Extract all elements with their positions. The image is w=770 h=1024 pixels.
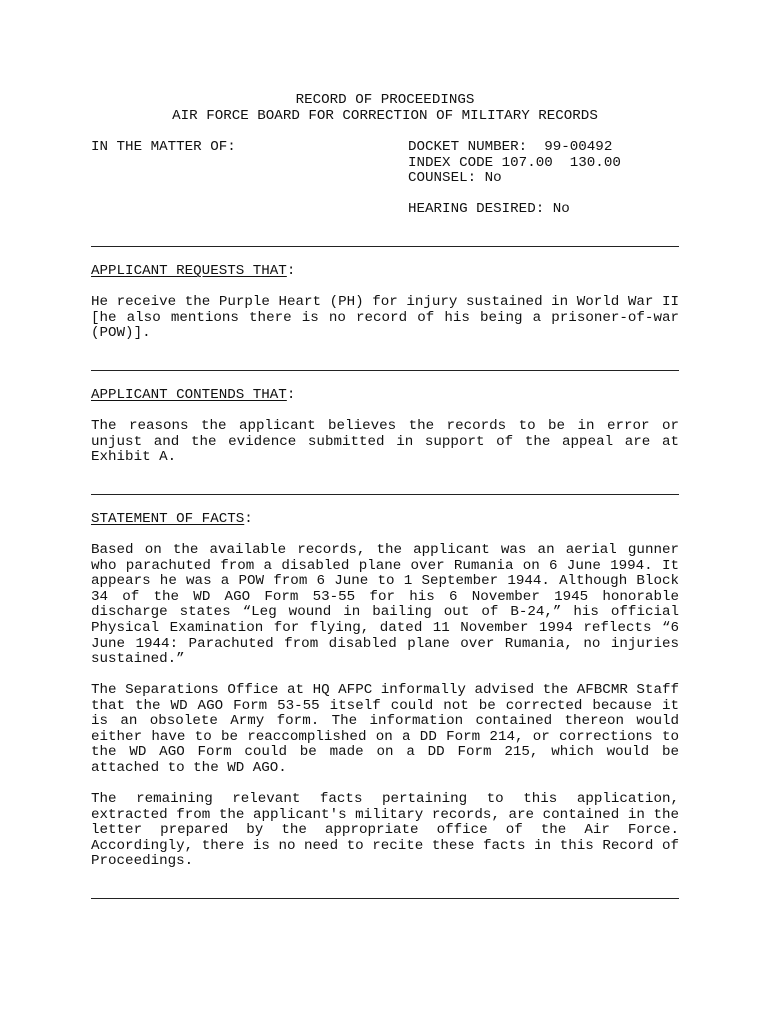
requests-heading-colon: : xyxy=(286,263,296,279)
facts-heading xyxy=(91,512,253,528)
requests-body: He receive the Purple Heart (PH) for injury sustained in World War II [he also mentions there is no record of his being a prisoner-of-war (POW)]. xyxy=(91,294,679,342)
docket-number: DOCKET NUMBER: 99-00492 xyxy=(408,139,613,155)
document-title: RECORD OF PROCEEDINGS xyxy=(295,92,475,108)
contends-heading-colon: : xyxy=(286,387,296,403)
matter-label: IN THE MATTER OF: xyxy=(91,139,236,155)
facts-paragraph-3: The remaining relevant facts pertaining to this application, extracted from the applicant's military records, are contained in the letter prepared by the appropriate office of the Air Force. Accordingly, there is no need to recite these facts in this Record of Proceedings. xyxy=(91,791,679,870)
hearing-desired: HEARING DESIRED: No xyxy=(408,201,570,217)
section-divider xyxy=(91,898,679,899)
contends-body: The reasons the applicant believes the records to be in error or unjust and the evidence submitted in support of the appeal are at Exhibit A. xyxy=(91,418,679,466)
counsel: COUNSEL: No xyxy=(408,170,502,186)
index-code: INDEX CODE 107.00 130.00 xyxy=(408,155,621,171)
requests-heading-text: APPLICANT REQUESTS THAT xyxy=(91,263,287,279)
facts-heading-text: STATEMENT OF FACTS xyxy=(91,511,245,527)
facts-paragraph-1: Based on the available records, the applicant was an aerial gunner who parachuted from a disabled plane over Rumania on 6 June 1994. It appears he was a POW from 6 June to 1 September 1944. Although Block 34 of the WD AGO Form 53-55 for his 6 November 1945 honorable discharge states “Leg wound in bailing out of B-24,” his official Physical Examination for flying, dated 11 November 1994 reflects “6 June 1944: Parachuted from disabled plane over Rumania, no injuries sustained.” xyxy=(91,542,679,668)
contends-heading-text: APPLICANT CONTENDS THAT xyxy=(91,387,287,403)
section-divider xyxy=(91,370,679,371)
board-name: AIR FORCE BOARD FOR CORRECTION OF MILITARY RECORDS xyxy=(172,108,598,124)
contends-heading xyxy=(91,388,295,404)
section-divider xyxy=(91,246,679,247)
section-divider xyxy=(91,494,679,495)
requests-heading xyxy=(91,264,295,280)
facts-paragraph-2: The Separations Office at HQ AFPC informally advised the AFBCMR Staff that the WD AGO Form 53-55 itself could not be corrected because it is an obsolete Army form. The information contained thereon would either have to be reaccomplished on a DD Form 214, or corrections to the WD AGO Form could be made on a DD Form 215, which would be attached to the WD AGO. xyxy=(91,682,679,776)
facts-heading-colon: : xyxy=(244,511,253,527)
